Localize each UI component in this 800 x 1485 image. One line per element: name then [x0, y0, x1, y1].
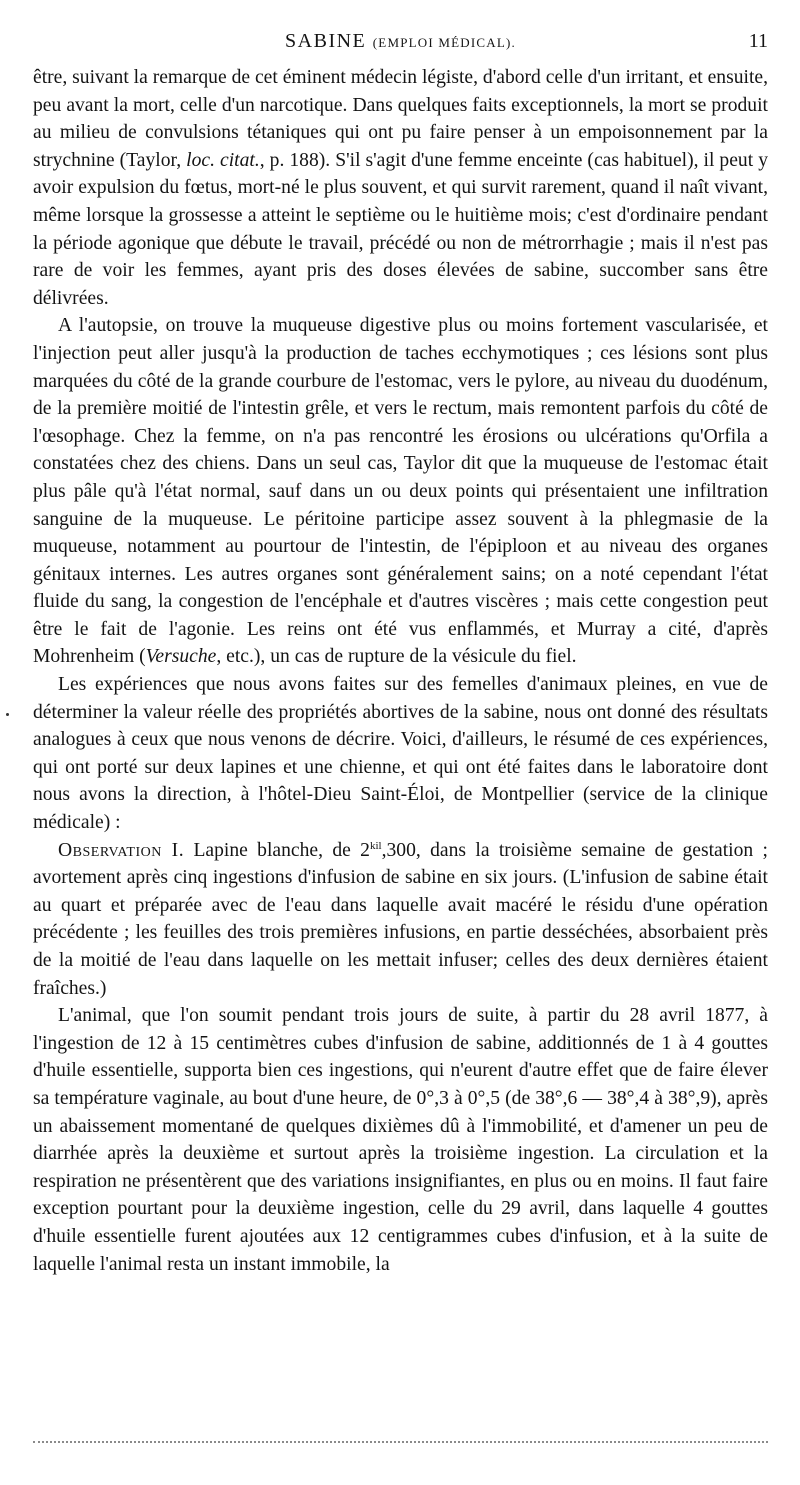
running-head: [33, 28, 768, 64]
paragraph-5-text: L'animal, que l'on soumit pendant trois jours de suite, à partir du 28 avril 1877, à l'ingestion de 12 à 15 centimètres cubes d'infusion de sabine, additionnés de 1 à 4 gouttes d'huile essentielle, supporta bien ces ingestions, qui n'eurent d'autre effet que de faire élever sa température vaginale, au bout d'une heure, de 0°,3 à 0°,5 (de 38°,6 — 38°,4 à 38°,9), après un abaissement momentané de quelques dixièmes dû à l'immobilité, et d'amener un peu de diarrhée après la deuxième et surtout après la troisième ingestion. La circulation et la respiration ne présentèrent que des variations insignifiantes, en plus ou en moins. Il faut faire exception pourtant pour la deuxième ingestion, celle du 29 avril, dans laquelle 4 gouttes d'huile essentielle furent ajoutées aux 12 centigrammes cubes d'infusion, et à la suite de laquelle l'animal resta un instant immobile, la: [33, 1005, 768, 1275]
paragraph-2-text-a: A l'autopsie, on trouve la muqueuse digestive plus ou moins fortement vascularisée, et l'injection peut aller jusqu'à la production de taches ecchymotiques ; ces lésions sont plus marquées du côté de la grande courbure de l'estomac, vers le pylore, au niveau du duodénum, de la première moitié de l'intestin grêle, et vers le rectum, mais remontent parfois du côté de l'œsophage. Chez la femme, on n'a pas rencontré les érosions ou ulcérations qu'Orfila a constatées chez des chiens. Dans un seul cas, Taylor dit que la muqueuse de l'estomac était plus pâle qu'à l'état normal, sauf dans un ou deux points qui présentaient une infiltration sanguine de la muqueuse. Le péritoine participe assez souvent à la phlegmasie de la muqueuse, notamment au pourtour de l'intestin, de l'épiploon et au niveau des organes génitaux internes. Les autres organes sont généralement sains; on a noté cependant l'état fluide du sang, la congestion de l'encéphale et d'autres viscères ; mais cette congestion peut être le fait de l'agonie. Les reins ont été vus enflammés, et Murray a cité, d'après Mohrenheim (: [33, 315, 768, 668]
paragraph-1-text-a: être, suivant la remarque de cet éminent médecin légiste, d'abord celle d'un irritant, et ensuite, peu avant la mort, celle d'un narcotique. Dans quelques faits exceptionnels, la mort se produit au milieu de convulsions tétaniques qui ont pu faire penser à un empoisonnement par la strychnine (Taylor,: [33, 67, 769, 171]
paragraph-1: [33, 64, 768, 312]
paragraph-3-text: Les expériences que nous avons faites sur des femelles d'animaux pleines, en vue de déterminer la valeur réelle des propriétés abortives de la sabine, nous ont donné des résultats analogues à ceux que nous venons de décrire. Voici, d'ailleurs, le résumé de ces expériences, qui ont porté sur deux lapines et une chienne, et qui ont été faites dans le laboratoire dont nous avons la direction, à l'hôtel-Dieu Saint-Éloi, de Montpellier (service de la clinique médicale) :: [33, 674, 768, 834]
observation-heading: Observation I.: [58, 839, 185, 861]
footer-dotted-rule: [33, 1441, 768, 1443]
page-number: 11: [748, 30, 768, 52]
running-title-main: SABINE: [285, 30, 367, 52]
paragraph-3: [33, 671, 768, 837]
citation-versuche: Versuche: [145, 646, 217, 668]
running-title-subtitle: (EMPLOI MÉDICAL).: [372, 35, 516, 50]
book-page: [33, 28, 768, 1278]
paragraph-2: [33, 312, 768, 671]
citation-loc-citat: loc. citat.: [186, 149, 260, 171]
body-text: [33, 64, 768, 1278]
observation-text-a: Lapine blanche, de 2: [184, 839, 370, 861]
running-title: [33, 30, 768, 53]
print-speck: [6, 713, 9, 716]
paragraph-5: [33, 1002, 768, 1278]
observation-text-b: ,300, dans la troisième semaine de gestation ; avortement après cinq ingestions d'infusion de sabine en six jours. (L'infusion de sabine était au quart et préparée avec de l'eau dans laquelle avait macéré le résidu d'une opération précédente ; les feuilles des trois premières infusions, en partie desséchées, absorbaient près de la moitié de l'eau dans laquelle on les mettait infuser; celles des deux dernières étaient fraîches.): [33, 839, 768, 999]
unit-superscript: kil: [369, 839, 382, 852]
paragraph-1-text-b: , p. 188). S'il s'agit d'une femme enceinte (cas habituel), il peut y avoir expulsion du fœtus, mort-né le plus souvent, et qui survit rarement, quand il naît vivant, même lorsque la grossesse a atteint le septième ou le huitième mois; c'est d'ordinaire pendant la période agonique que débute le travail, précédé ou non de métrorrhagie ; mais il n'est pas rare de voir les femmes, ayant pris des doses élevées de sabine, succomber sans être délivrées.: [33, 149, 768, 309]
paragraph-2-text-b: , etc.), un cas de rupture de la vésicule du fiel.: [216, 646, 577, 668]
paragraph-observation-1: [33, 837, 768, 1003]
